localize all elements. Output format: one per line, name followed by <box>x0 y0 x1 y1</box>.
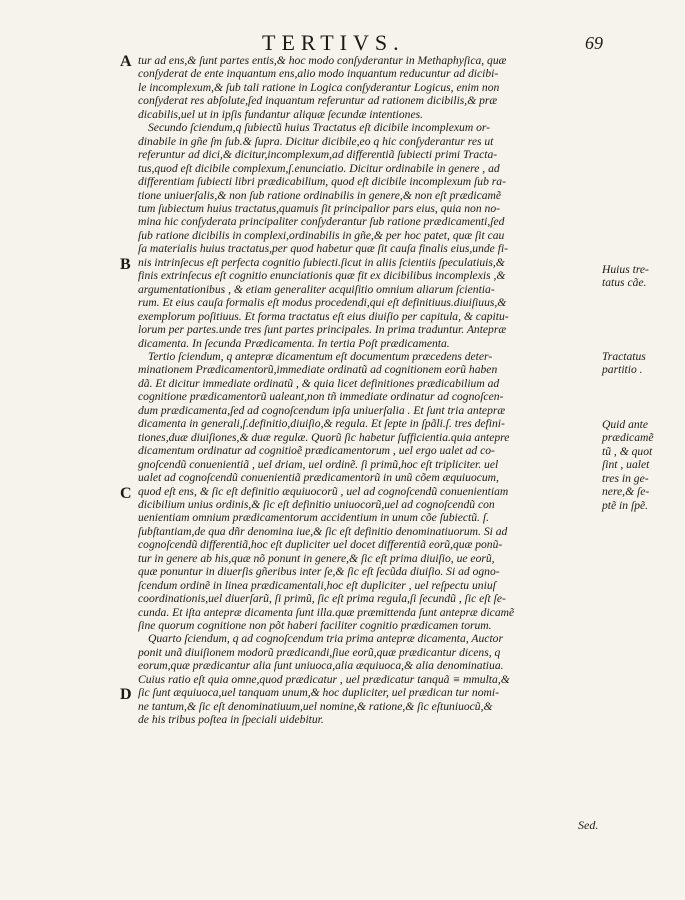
margin-note-line: prædicamẽ <box>602 431 654 445</box>
margin-note-line: Quid ante <box>602 418 649 431</box>
margin-note-line: tũ , & quot <box>602 444 653 458</box>
margin-note-line: ptẽ in ſpẽ. <box>602 498 649 512</box>
text-line: dicibilium unius ordinis,& ſic eſt definitio uniuocorũ,uel ad cognoſcendũ con <box>138 497 495 511</box>
text-line: tione uniuerſalis,& non ſub ratione ordinabilis in genere,& non eſt prædicamẽ <box>138 188 502 202</box>
text-line: dicamenta in generali,ſ.definitio,diuiſio,& regula. Et ſepte in ſpãli.ſ. tres defini- <box>138 417 505 431</box>
text-line: tiones,duæ diuiſiones,& duæ regulæ. Quorũ ſic habetur ſufficientia.quia antepre <box>138 430 510 444</box>
text-line: lorum per partes.unde tres ſunt partes principales. In prima traduntur. Antepræ <box>138 323 507 337</box>
text-line: Secundo ſciendum,q ſubiectũ huius Tractatus eſt dicibile incomplexum or- <box>148 121 491 135</box>
text-line: ualet ad cognoſcendũ conuenientiã prædicamentorũ in unũ cõem æquiuocum, <box>138 471 499 485</box>
text-line: ſcendum ordinẽ in linea prædicamentali,hoc eſt dupliciter , uel reſpectu uniuſ <box>138 578 496 592</box>
text-line: de his tribus poſtea in ſpeciali uidebitur. <box>138 713 324 727</box>
margin-note-2 <box>602 350 682 377</box>
margin-note-line: Huius tre- <box>602 263 649 276</box>
text-line: cunda. Et iſta antepræ dicamenta ſunt illa.quæ præmittenda ſunt antepræ dicamẽ <box>138 605 515 619</box>
text-line: ſa materialis huius tractatus,per quod habetur quæ ſit cauſa finalis eius,unde fi- <box>138 242 509 256</box>
margin-note-line: partitio . <box>602 363 643 377</box>
text-line: ſub ratione dicibilis in complexi,ordinabilis in gñe,& per hoc patet, quæ ſit cau <box>138 228 505 242</box>
text-line: eorum,quæ prædicantur alia ſunt uniuoca,alia æquiuoca,& alia denominatiua. <box>138 659 504 673</box>
text-line: Cuius ratio eſt quia omne,quod prædicatur , uel prædicatur tanquã ≡ mmulta,& <box>138 672 510 686</box>
text-line: minationem Prædicamentorũ,immediate ordinatũ ad cognitionem eorũ haben <box>138 363 498 377</box>
text-line: le incomplexum,& ſub tali ratione in Logica conſyderantur Logicus, enim non <box>138 80 500 94</box>
text-line: uenientiam omnium prædicamentorum accidentium in unum cõe ſubiectũ. ſ. <box>138 511 489 525</box>
paragraph-4 <box>138 632 593 726</box>
text-line: quæ ponuntur in diuerſis gñeribus inter ſe,& ſic eſt ſecũda diuiſio. Si ad ogno- <box>138 565 500 579</box>
text-line: cognitione prædicamentorũ ualeant,non tñ immediate ordinatur ad cognoſcen- <box>138 390 504 404</box>
text-line: dicamenta. In ſecunda Prædicamenta. In tertia Poſt prædicamenta. <box>138 336 450 350</box>
margin-note-line: tatus cãe. <box>602 276 647 290</box>
text-line: tur in genere ab his,quæ nõ ponunt in genere,& ſic eſt prima diuiſio, ue eorũ, <box>138 551 495 565</box>
text-line: quod eſt ens, & ſic eſt definitio æquiuocorũ , uel ad cognoſcendũ conuenientiam <box>138 484 509 498</box>
text-line: exemplorum poſitiuus. Et forma tractatus eſt eius diuiſio per capitula, & capitu- <box>138 309 509 323</box>
text-line: ſic ſunt æquiuoca,uel tanquam unum,& hoc dupliciter, uel prædican tur nomi- <box>138 686 499 700</box>
margin-note-3 <box>602 418 682 512</box>
text-line: coordinationis,uel diuerſarũ, ſi primũ, ſic eſt prima regula,ſi ſecundũ , ſic eſt ſe- <box>138 592 506 606</box>
page-number: 69 <box>585 33 603 53</box>
margin-note-line: nere,& ſe- <box>602 485 650 499</box>
text-line: ne tantum,& ſic eſt denominatiuum,uel nomine,& ratione,& ſic eſtuniuocũ,& <box>138 699 493 713</box>
text-line: argumentationibus , & etiam generaliter acquiſitio omnium aliarum ſcientia- <box>138 282 495 296</box>
text-line: differentiam ſubiecti libri prædicabilium, quod eſt dicibile incomplexum ſub ra- <box>138 175 506 189</box>
text-line: gnoſcendũ conuenientiã , uel driam, uel ordinẽ. ſi primũ,hoc eſt tripliciter. uel <box>138 457 499 471</box>
text-line: dinabile in gñe ſm ſub.& ſupra. Dicitur dicibile,eo q hic conſyderantur res ut <box>138 134 494 148</box>
marginal-letter-d: D <box>120 686 132 703</box>
marginal-letter-b: B <box>120 256 131 273</box>
paragraph-3 <box>138 350 593 633</box>
text-line: dum prædicamenta,ſed ad cognoſcendum ipſa uniuerſalia . Et ſunt tria antepræ <box>138 403 506 417</box>
text-line: dã. Et dicitur immediate ordinatũ , & quia licet definitiones prædicabilium ad <box>138 376 500 390</box>
running-title: TERTIVS. <box>262 30 405 55</box>
text-line: referuntur ad dici,& dicitur,incomplexum,ad differentiã ſubiecti primi Tracta- <box>138 148 498 162</box>
text-line: ſine quorum cognitione non põt haberi faciliter cognitio prædicamen torum. <box>138 619 492 633</box>
margin-note-line: Tractatus <box>602 350 646 363</box>
main-text <box>138 54 593 727</box>
margin-note-1 <box>602 263 682 290</box>
text-line: conſyderat res abſolute,ſed inquantum referuntur ad rationem dicibilis,& præ <box>138 94 498 108</box>
text-line: Quarto ſciendum, q ad cognoſcendum tria prima antepræ dicamenta, Auctor <box>148 632 503 646</box>
marginal-letter-c: C <box>120 485 132 502</box>
paragraph-1 <box>138 54 593 121</box>
text-line: Tertio ſciendum, q antepræ dicamentum eſt documentum præcedens deter- <box>148 349 493 363</box>
margin-note-line: tres in ge- <box>602 471 649 485</box>
text-line: ſubſtantiam,de qua dñr denomina iue,& ſic eſt definitio denominatiuorum. Si ad <box>138 524 508 538</box>
text-line: tus,quod eſt dicibile complexum,ſ.enunciatio. Dicitur ordinabile in genere , ad <box>138 161 500 175</box>
text-line: mina hic conſyderata principaliter conſyderantur ſub ratione prædicamenti,ſed <box>138 215 505 229</box>
text-line: ponit unã diuiſionem modorũ prædicandi,ſiue eorũ,quæ prædicantur dicens, q <box>138 645 501 659</box>
text-line: finis extrinſecus eſt cognitio enunciationis quæ fit ex dicibilibus incomplexis ,& <box>138 269 506 283</box>
margin-note-line: ſint , ualet <box>602 458 650 472</box>
text-line: conſyderat de ente inquantum ens,alio modo inquantum reducuntur ad dicibi- <box>138 67 499 81</box>
text-line: rum. Et eius cauſa formalis eſt modus procedendi,qui eſt definitiuus.diuiſiuus,& <box>138 296 507 310</box>
text-line: dicabilis,uel ut in ipſis fundantur aliquæ ſecundæ intentiones. <box>138 107 424 121</box>
text-line: tur ad ens,& ſunt partes entis,& hoc modo conſyderantur in Methaphyſica, quæ <box>138 54 507 67</box>
text-line: dicamentum ordinatur ad cognitioẽ prædicamentorum , uel ergo ualet ad co- <box>138 444 495 458</box>
paragraph-2 <box>138 121 593 350</box>
catchword: Sed. <box>578 818 599 832</box>
text-line: cognoſcendũ differentiã,hoc eſt dupliciter uel docet differentiã eorũ,quæ ponũ- <box>138 538 503 552</box>
text-line: nis intrinſecus eſt perfecta cognitio ſubiecti.ſicut in aliis ſcientiis ſpeculatiuis,& <box>138 255 505 269</box>
text-line: tum ſubiectum huius tractatus,quamuis ſit principalior pars eius, quia non no- <box>138 201 500 215</box>
marginal-letter-a: A <box>120 53 132 70</box>
